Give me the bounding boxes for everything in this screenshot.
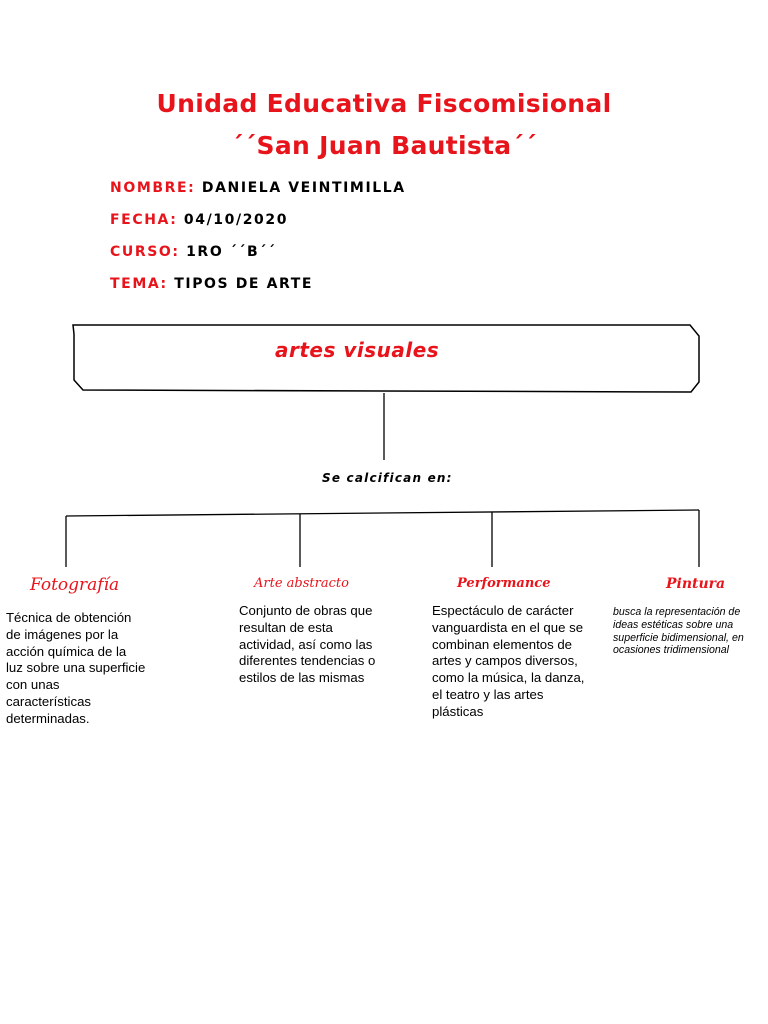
school-name-title: Unidad Educativa Fiscomisional [156,89,612,118]
category-fotografia-description: Técnica de obtención de imágenes por la acción química de la luz sobre una superficie con unas características determinadas. [6,610,146,726]
category-fotografia-title: Fotografía [30,575,120,595]
connector-label: Se calcifican en: [322,471,453,485]
field-nombre-value: DANIELA VEINTIMILLA [201,180,406,196]
category-pintura-title: Pintura [666,576,726,592]
category-performance-description: Espectáculo de carácter vanguardista en el que se combinan elementos de artes y campos diversos, como la música, la danza, el teatro y las artes plásticas [432,603,585,719]
field-fecha-label: FECHA: [110,212,178,228]
category-pintura-description: busca la representación de ideas estéticas sobre una superficie bidimensional, en ocasiones tridimensional [613,606,744,657]
category-arte-abstracto-title: Arte abstracto [254,576,349,591]
main-concept-label: artes visuales [275,338,440,362]
field-fecha-value: 04/10/2020 [183,212,289,228]
field-curso-value: 1RO ´´B´´ [186,244,277,260]
field-nombre-label: NOMBRE: [110,180,196,196]
category-arte-abstracto-description: Conjunto de obras que resultan de esta actividad, así como las diferentes tendencias o estilos de las mismas [239,603,376,686]
category-performance-title: Performance [457,576,551,591]
field-tema-value: TIPOS DE ARTE [174,276,314,292]
field-curso-label: CURSO: [110,244,180,260]
school-name-subtitle: ´´San Juan Bautista´´ [230,131,538,160]
field-tema-label: TEMA: [110,276,168,292]
branch-bar [66,510,699,516]
